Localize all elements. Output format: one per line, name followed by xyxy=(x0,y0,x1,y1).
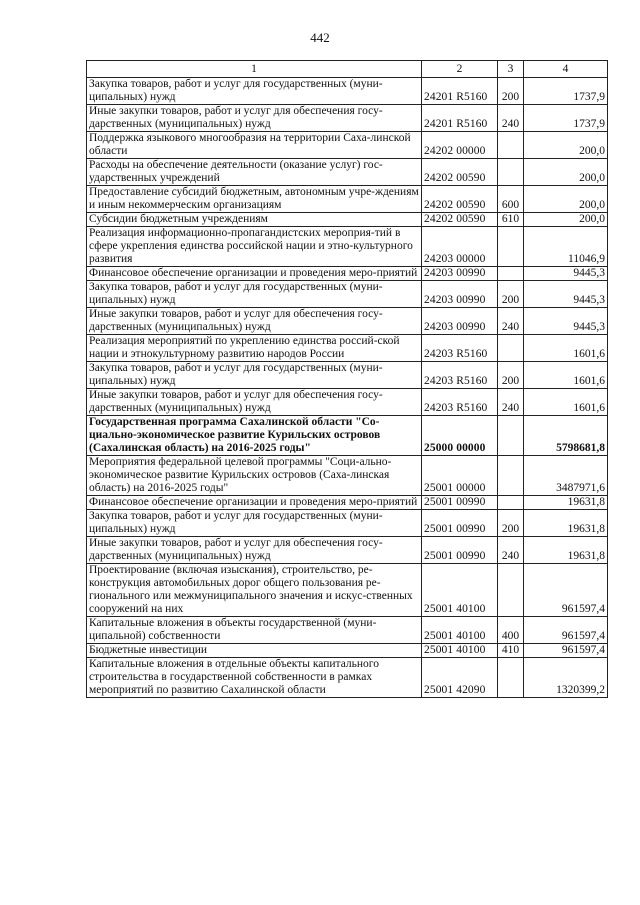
row-vr-cell xyxy=(498,335,524,362)
table-row xyxy=(87,362,608,389)
row-sum-cell: 3487971,6 xyxy=(524,456,608,496)
row-code-cell: 24203 00000 xyxy=(422,227,498,267)
row-name-cell: Иные закупки товаров, работ и услуг для обеспечения госу-дарственных (муниципальных) нужд xyxy=(87,308,422,335)
row-code-cell: 24203 R5160 xyxy=(422,335,498,362)
row-name-cell: Капитальные вложения в объекты государственной (муни-ципальной) собственности xyxy=(87,617,422,644)
row-vr-cell xyxy=(498,159,524,186)
row-vr-cell: 200 xyxy=(498,281,524,308)
header-col-4: 4 xyxy=(524,61,608,78)
row-code-cell: 24203 00990 xyxy=(422,267,498,281)
row-vr-cell xyxy=(498,416,524,456)
row-code-cell: 24202 00590 xyxy=(422,159,498,186)
row-vr-cell: 410 xyxy=(498,644,524,658)
row-sum-cell: 1601,6 xyxy=(524,362,608,389)
row-sum-cell: 19631,8 xyxy=(524,537,608,564)
row-code-cell: 24202 00590 xyxy=(422,186,498,213)
table-row xyxy=(87,416,608,456)
table-row xyxy=(87,78,608,105)
row-name-cell: Закупка товаров, работ и услуг для государственных (муни-ципальных) нужд xyxy=(87,78,422,105)
row-vr-cell: 240 xyxy=(498,389,524,416)
table-row xyxy=(87,186,608,213)
row-name-cell: Финансовое обеспечение организации и проведения меро-приятий xyxy=(87,267,422,281)
table-row xyxy=(87,281,608,308)
row-sum-cell: 200,0 xyxy=(524,213,608,227)
row-name-cell: Бюджетные инвестиции xyxy=(87,644,422,658)
row-vr-cell: 600 xyxy=(498,186,524,213)
row-vr-cell: 240 xyxy=(498,537,524,564)
row-code-cell: 24202 00590 xyxy=(422,213,498,227)
table-row xyxy=(87,496,608,510)
row-name-cell: Иные закупки товаров, работ и услуг для обеспечения госу-дарственных (муниципальных) нужд xyxy=(87,105,422,132)
row-code-cell: 24201 R5160 xyxy=(422,105,498,132)
header-col-1: 1 xyxy=(87,61,422,78)
row-name-cell: Реализация мероприятий по укреплению единства россий-ской нации и этнокультурному развитию народов России xyxy=(87,335,422,362)
row-sum-cell: 961597,4 xyxy=(524,644,608,658)
table-body xyxy=(87,78,608,698)
row-sum-cell: 200,0 xyxy=(524,132,608,159)
row-sum-cell: 961597,4 xyxy=(524,617,608,644)
row-code-cell: 24202 00000 xyxy=(422,132,498,159)
row-vr-cell xyxy=(498,132,524,159)
row-sum-cell: 200,0 xyxy=(524,159,608,186)
table-row xyxy=(87,308,608,335)
table-row xyxy=(87,335,608,362)
table-row xyxy=(87,644,608,658)
row-vr-cell: 610 xyxy=(498,213,524,227)
table-row xyxy=(87,389,608,416)
row-name-cell: Закупка товаров, работ и услуг для государственных (муни-ципальных) нужд xyxy=(87,281,422,308)
row-code-cell: 25001 00990 xyxy=(422,496,498,510)
header-col-2: 2 xyxy=(422,61,498,78)
row-vr-cell xyxy=(498,496,524,510)
row-name-cell: Субсидии бюджетным учреждениям xyxy=(87,213,422,227)
row-code-cell: 24201 R5160 xyxy=(422,78,498,105)
row-sum-cell: 9445,3 xyxy=(524,267,608,281)
row-sum-cell: 1320399,2 xyxy=(524,658,608,698)
table-row xyxy=(87,105,608,132)
budget-table xyxy=(86,60,608,698)
table-row xyxy=(87,510,608,537)
row-name-cell: Расходы на обеспечение деятельности (оказание услуг) гос-ударственных учреждений xyxy=(87,159,422,186)
row-code-cell: 24203 00990 xyxy=(422,281,498,308)
row-sum-cell: 1601,6 xyxy=(524,389,608,416)
row-sum-cell: 19631,8 xyxy=(524,510,608,537)
row-name-cell: Проектирование (включая изыскания), строительство, ре-конструкция автомобильных дорог общего пользования ре-гионального или межмуниципального значения и искус-ственных сооружений на них xyxy=(87,564,422,617)
row-vr-cell: 240 xyxy=(498,308,524,335)
row-name-cell: Реализация информационно-пропагандистских мероприя-тий в сфере укрепления единства российской нации и этно-культурного развития xyxy=(87,227,422,267)
row-vr-cell: 240 xyxy=(498,105,524,132)
row-vr-cell: 200 xyxy=(498,510,524,537)
row-name-cell: Финансовое обеспечение организации и проведения меро-приятий xyxy=(87,496,422,510)
page-number: 442 xyxy=(310,30,330,45)
table-row xyxy=(87,213,608,227)
row-vr-cell xyxy=(498,658,524,698)
row-sum-cell: 1737,9 xyxy=(524,78,608,105)
row-name-cell: Предоставление субсидий бюджетным, автономным учре-ждениям и иным некоммерческим организациям xyxy=(87,186,422,213)
row-code-cell: 25000 00000 xyxy=(422,416,498,456)
table-row xyxy=(87,159,608,186)
row-code-cell: 25001 40100 xyxy=(422,644,498,658)
row-name-cell: Мероприятия федеральной целевой программы "Соци-ально-экономическое развитие Курильских островов (Саха-линская область) на 2016-2025 годы" xyxy=(87,456,422,496)
row-name-cell: Закупка товаров, работ и услуг для государственных (муни-ципальных) нужд xyxy=(87,510,422,537)
row-sum-cell: 200,0 xyxy=(524,186,608,213)
row-vr-cell xyxy=(498,227,524,267)
table-row xyxy=(87,267,608,281)
row-name-cell: Иные закупки товаров, работ и услуг для обеспечения госу-дарственных (муниципальных) нужд xyxy=(87,537,422,564)
row-name-cell: Капитальные вложения в отдельные объекты капитального строительства в государственной собственности в рамках мероприятий по развитию Сахалинской области xyxy=(87,658,422,698)
row-name-cell: Поддержка языкового многообразия на территории Саха-линской области xyxy=(87,132,422,159)
header-row xyxy=(87,61,608,78)
header-col-3: 3 xyxy=(498,61,524,78)
table-row xyxy=(87,617,608,644)
row-code-cell: 24203 R5160 xyxy=(422,389,498,416)
row-sum-cell: 9445,3 xyxy=(524,281,608,308)
row-code-cell: 24203 00990 xyxy=(422,308,498,335)
row-sum-cell: 1737,9 xyxy=(524,105,608,132)
row-code-cell: 25001 00990 xyxy=(422,537,498,564)
row-code-cell: 25001 00000 xyxy=(422,456,498,496)
row-name-cell: Государственная программа Сахалинской области "Со-циально-экономическое развитие Курильских островов (Сахалинская область) на 2016-2025 годы" xyxy=(87,416,422,456)
table-header xyxy=(87,61,608,78)
row-vr-cell: 200 xyxy=(498,78,524,105)
table-row xyxy=(87,658,608,698)
row-sum-cell: 19631,8 xyxy=(524,496,608,510)
table-row xyxy=(87,564,608,617)
table-row xyxy=(87,132,608,159)
row-vr-cell xyxy=(498,456,524,496)
row-code-cell: 25001 42090 xyxy=(422,658,498,698)
row-sum-cell: 9445,3 xyxy=(524,308,608,335)
row-code-cell: 25001 00990 xyxy=(422,510,498,537)
table-row xyxy=(87,227,608,267)
row-vr-cell xyxy=(498,564,524,617)
row-name-cell: Иные закупки товаров, работ и услуг для обеспечения госу-дарственных (муниципальных) нужд xyxy=(87,389,422,416)
row-code-cell: 25001 40100 xyxy=(422,564,498,617)
row-vr-cell: 400 xyxy=(498,617,524,644)
row-vr-cell xyxy=(498,267,524,281)
row-sum-cell: 11046,9 xyxy=(524,227,608,267)
table-row xyxy=(87,456,608,496)
row-vr-cell: 200 xyxy=(498,362,524,389)
table-row xyxy=(87,537,608,564)
row-code-cell: 25001 40100 xyxy=(422,617,498,644)
row-sum-cell: 1601,6 xyxy=(524,335,608,362)
row-sum-cell: 961597,4 xyxy=(524,564,608,617)
row-code-cell: 24203 R5160 xyxy=(422,362,498,389)
row-name-cell: Закупка товаров, работ и услуг для государственных (муни-ципальных) нужд xyxy=(87,362,422,389)
row-sum-cell: 5798681,8 xyxy=(524,416,608,456)
